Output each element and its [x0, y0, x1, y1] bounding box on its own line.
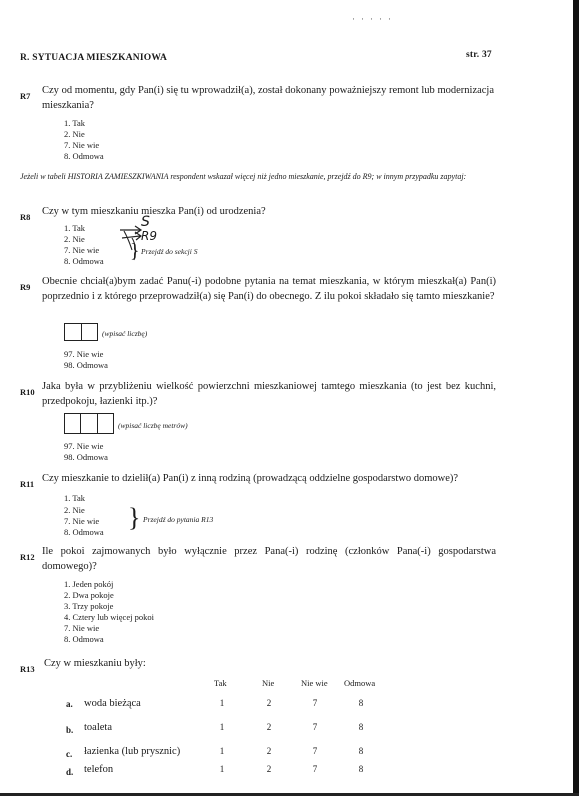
question-number-r11: R11 — [20, 479, 35, 489]
answer-option-r11-7[interactable]: 7. Nie wie — [64, 516, 100, 526]
answer-option-r10-97[interactable]: 97. Nie wie — [64, 441, 104, 451]
answer-option-r12-2[interactable]: 2. Dwa pokoje — [64, 590, 114, 600]
skip-instruction-r11: Przejdź do pytania R13 — [143, 515, 214, 524]
row-label-d: telefon — [84, 764, 114, 775]
bracket-r11: } — [128, 503, 141, 532]
row-letter-d: d. — [66, 767, 74, 777]
question-number-r13: R13 — [20, 664, 35, 674]
row-label-c: łazienka (lub prysznic) — [84, 746, 181, 757]
answer-option-r9-98[interactable]: 98. Odmowa — [64, 360, 108, 370]
answer-option-r11-2[interactable]: 2. Nie — [64, 505, 85, 515]
question-text-r13: Czy w mieszkaniu były: — [44, 658, 146, 669]
row-d-nie[interactable]: 2 — [266, 764, 272, 774]
answer-option-r12-3[interactable]: 3. Trzy pokoje — [64, 601, 114, 611]
answer-option-r10-98[interactable]: 98. Odmowa — [64, 452, 108, 462]
answer-option-r8-2[interactable]: 2. Nie — [64, 234, 85, 244]
answer-option-r12-4[interactable]: 4. Cztery lub więcej pokoi — [64, 612, 154, 622]
input-hint-r9: (wpisać liczbę) — [102, 329, 148, 338]
row-b-nie[interactable]: 2 — [266, 722, 272, 732]
scan-edge-right — [573, 0, 579, 796]
column-header-nie: Nie — [262, 678, 275, 688]
row-b-odmowa[interactable]: 8 — [358, 722, 364, 732]
question-text-r11: Czy mieszkanie to dzielił(a) Pan(i) z inną rodziną (prowadzącą oddzielne gospodarstwo domowe)? — [42, 473, 459, 484]
room-count-input[interactable] — [64, 323, 98, 341]
column-header-odmowa: Odmowa — [344, 678, 376, 688]
question-number-r9: R9 — [20, 282, 31, 292]
page-number: str. 37 — [466, 50, 492, 60]
row-letter-b: b. — [66, 725, 74, 735]
answer-option-r8-8[interactable]: 8. Odmowa — [64, 256, 104, 266]
row-c-tak[interactable]: 1 — [219, 746, 225, 756]
row-b-tak[interactable]: 1 — [219, 722, 225, 732]
skip-instruction-r8: Przejdź do sekcji S — [141, 247, 198, 256]
question-text-r7: Czy od momentu, gdy Pan(i) się tu wprowadził(a), został dokonany poważniejszy remont lub modernizacja mieszkania? — [42, 85, 494, 111]
answer-option-r12-7[interactable]: 7. Nie wie — [64, 623, 100, 633]
answer-option-r11-1[interactable]: 1. Tak — [64, 493, 85, 503]
handwritten-note-r9: R9 — [141, 229, 157, 243]
row-letter-a: a. — [66, 699, 73, 709]
bracket-r8: } — [130, 240, 140, 262]
answer-option-r11-8[interactable]: 8. Odmowa — [64, 527, 104, 537]
answer-option-r12-1[interactable]: 1. Jeden pokój — [64, 579, 114, 589]
row-letter-c: c. — [66, 749, 73, 759]
question-text-r10: Jaka była w przybliżeniu wielkość powierzchni mieszkaniowej tamtego mieszkania (to jest bez kuchni, przedpokoju, łazienki itp.)? — [42, 381, 496, 407]
answer-option-r7-2[interactable]: 2. Nie — [64, 129, 85, 139]
column-header-nie-wie: Nie wie — [301, 678, 328, 688]
input-hint-r10: (wpisać liczbę metrów) — [118, 421, 188, 430]
question-number-r12: R12 — [20, 552, 35, 562]
row-d-tak[interactable]: 1 — [219, 764, 225, 774]
answer-option-r7-7[interactable]: 7. Nie wie — [64, 140, 100, 150]
area-input[interactable] — [64, 413, 114, 434]
row-a-nie[interactable]: 2 — [266, 698, 272, 708]
row-b-nie-wie[interactable]: 7 — [312, 722, 318, 732]
question-text-r8: Czy w tym mieszkaniu mieszka Pan(i) od urodzenia? — [42, 206, 266, 217]
column-header-tak: Tak — [214, 678, 227, 688]
question-number-r7: R7 — [20, 91, 31, 101]
answer-option-r7-1[interactable]: 1. Tak — [64, 118, 85, 128]
section-title: R. SYTUACJA MIESZKANIOWA — [20, 53, 168, 63]
answer-option-r8-7[interactable]: 7. Nie wie — [64, 245, 100, 255]
answer-option-r12-8[interactable]: 8. Odmowa — [64, 634, 104, 644]
row-d-odmowa[interactable]: 8 — [358, 764, 364, 774]
row-a-nie-wie[interactable]: 7 — [312, 698, 318, 708]
row-label-b: toaleta — [84, 722, 112, 733]
question-number-r10: R10 — [20, 387, 35, 397]
answer-option-r9-97[interactable]: 97. Nie wie — [64, 349, 104, 359]
question-text-r12: Ile pokoi zajmowanych było wyłącznie przez Pana(-i) rodzinę (członków Pana(-i) gospodarstwa domowego)? — [42, 546, 496, 572]
row-label-a: woda bieżąca — [84, 698, 141, 709]
scan-dots: ····· — [352, 14, 397, 24]
row-c-nie-wie[interactable]: 7 — [312, 746, 318, 756]
row-a-tak[interactable]: 1 — [219, 698, 225, 708]
answer-option-r8-1[interactable]: 1. Tak — [64, 223, 85, 233]
question-text-r9: Obecnie chciał(a)bym zadać Panu(-i) podobne pytania na temat mieszkania, w którym mieszkał(a) Pan(i) poprzednio i z którego przeprowadził(a) się Pan(i) do obecnego. Z ilu pokoi składało się tamto mieszkanie? — [42, 276, 496, 302]
row-d-nie-wie[interactable]: 7 — [312, 764, 318, 774]
answer-option-r7-8[interactable]: 8. Odmowa — [64, 151, 104, 161]
question-number-r8: R8 — [20, 212, 31, 222]
handwritten-note-s: S — [141, 214, 150, 230]
row-a-odmowa[interactable]: 8 — [358, 698, 364, 708]
row-c-odmowa[interactable]: 8 — [358, 746, 364, 756]
row-c-nie[interactable]: 2 — [266, 746, 272, 756]
interviewer-instruction: Jeżeli w tabeli HISTORIA ZAMIESZKIWANIA respondent wskazał więcej niż jedno mieszkanie, przejdź do R9; w innym przypadku zapytaj: — [20, 172, 467, 181]
handwritten-skip-arrows — [110, 216, 170, 266]
